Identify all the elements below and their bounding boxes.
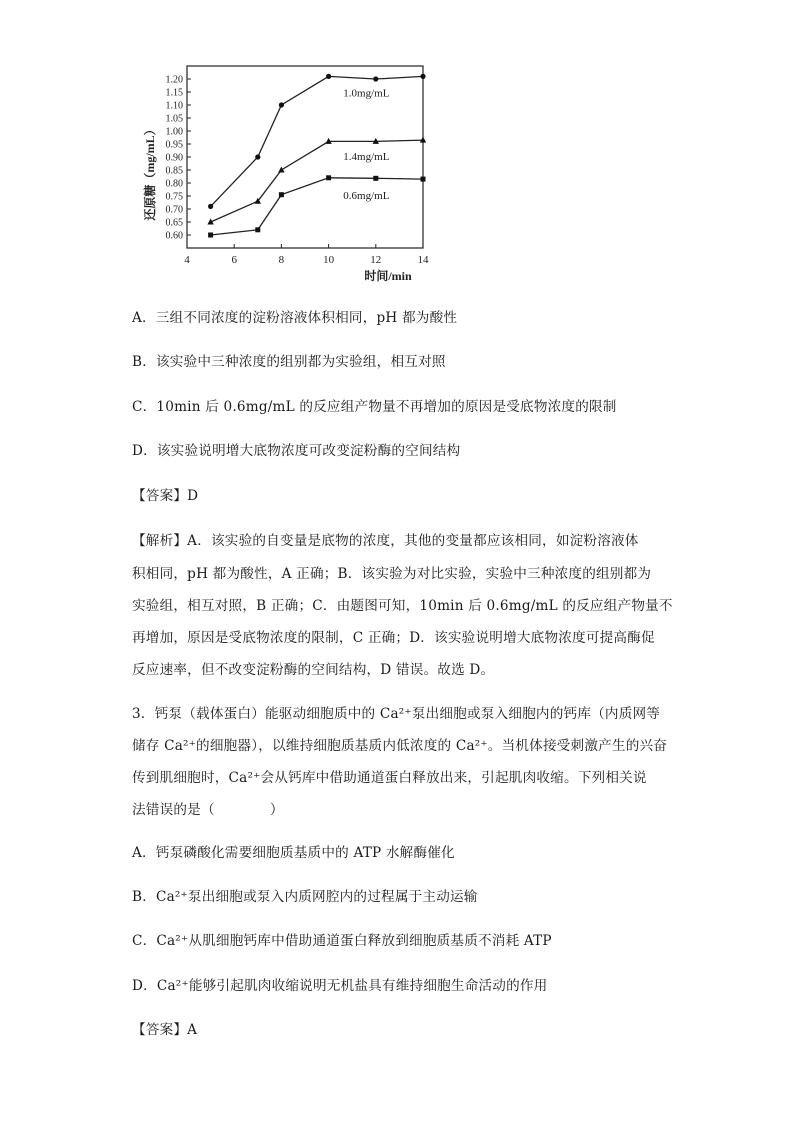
y-tick-label: 0.90 [165,152,183,164]
q3-option-a: A．钙泵磷酸化需要细胞质基质中的 ATP 水解酶催化 [132,845,455,861]
y-tick-label: 1.20 [165,74,183,86]
q3-option-d: D．Ca²⁺能够引起肌肉收缩说明无机盐具有维持细胞生命活动的作用 [132,978,548,994]
y-tick-label: 0.60 [165,230,183,242]
x-tick-label: 14 [417,254,429,266]
series-label: 1.4mg/mL [343,151,390,164]
y-tick-label: 0.70 [165,204,183,216]
q3-stem-line: 3．钙泵（载体蛋白）能驱动细胞质中的 Ca²⁺泵出细胞或泵入细胞内的钙库（内质网等 [132,706,661,722]
q3-stem-line: 储存 Ca²⁺的细胞器），以维持细胞质基质内低浓度的 Ca²⁺。当机体接受刺激产生的兴奋 [132,738,668,754]
data-point-square [255,227,260,232]
y-tick-label: 0.75 [165,191,183,203]
x-axis-label: 时间/min [364,269,412,283]
q3-stem-line: 法错误的是（ ） [132,802,284,818]
q3-stem-line: 传到肌细胞时，Ca²⁺会从钙库中借助通道蛋白释放出来，引起肌肉收缩。下列相关说 [132,770,647,786]
y-tick-label: 0.95 [165,139,183,151]
chart-svg [140,58,440,290]
x-tick-label: 10 [323,254,335,266]
x-tick-label: 6 [231,254,237,266]
y-tick-label: 1.05 [165,113,183,125]
data-point-triangle [278,167,284,173]
series-label: 0.6mg/mL [343,190,390,203]
q2-analysis-line: 实验组，相互对照，B 正确；C．由题图可知，10min 后 0.6mg/mL 的反应组产物量不 [132,598,673,614]
series-line-0.6mg/mL [211,178,423,235]
data-point-square [421,177,426,182]
q3-answer: 【答案】A [132,1022,198,1038]
y-tick-label: 1.00 [165,126,183,138]
y-tick-label: 1.10 [165,100,183,112]
q2-option-c: C．10min 后 0.6mg/mL 的反应组产物量不再增加的原因是受底物浓度的限制 [132,399,617,415]
reducing-sugar-chart [140,58,440,290]
q2-analysis-line: 【解析】A．该实验的自变量是底物的浓度，其他的变量都应该相同，如淀粉溶液体 [132,533,639,549]
data-point-circle [420,74,425,79]
q3-option-c: C．Ca²⁺从肌细胞钙库中借助通道蛋白释放到细胞质基质不消耗 ATP [132,933,552,949]
x-tick-label: 12 [370,254,382,266]
data-point-circle [255,154,260,159]
data-point-circle [279,102,284,107]
q2-option-d: D．该实验说明增大底物浓度可改变淀粉酶的空间结构 [132,443,461,459]
data-point-square [326,175,331,180]
x-tick-label: 8 [278,254,285,266]
series-label: 1.0mg/mL [343,87,390,100]
data-point-square [208,233,213,238]
x-tick-label: 4 [184,254,190,266]
data-point-circle [208,204,213,209]
q2-option-a: A．三组不同浓度的淀粉溶液体积相同，pH 都为酸性 [132,310,458,326]
q2-analysis-line: 积相同，pH 都为酸性，A 正确；B．该实验为对比实验，实验中三种浓度的组别都为 [132,566,652,582]
series-line-1.4mg/mL [211,140,423,222]
data-point-circle [373,76,378,81]
y-axis-label: 还原糖（mg/mL） [143,123,157,221]
y-tick-label: 0.65 [165,217,183,229]
data-point-circle [326,74,331,79]
q3-option-b: B．Ca²⁺泵出细胞或泵入内质网腔内的过程属于主动运输 [132,889,478,905]
q2-analysis-line: 再增加，原因是受底物浓度的限制，C 正确；D．该实验说明增大底物浓度可提高酶促 [132,630,655,646]
y-tick-label: 0.85 [165,165,183,177]
data-point-square [373,176,378,181]
q2-answer: 【答案】D [132,488,199,504]
q2-option-b: B．该实验中三种浓度的组别都为实验组，相互对照 [132,354,446,370]
y-tick-label: 1.15 [165,87,183,99]
y-tick-label: 0.80 [165,178,183,190]
data-point-square [279,192,284,197]
q2-analysis-line: 反应速率，但不改变淀粉酶的空间结构，D 错误。故选 D。 [132,662,495,678]
